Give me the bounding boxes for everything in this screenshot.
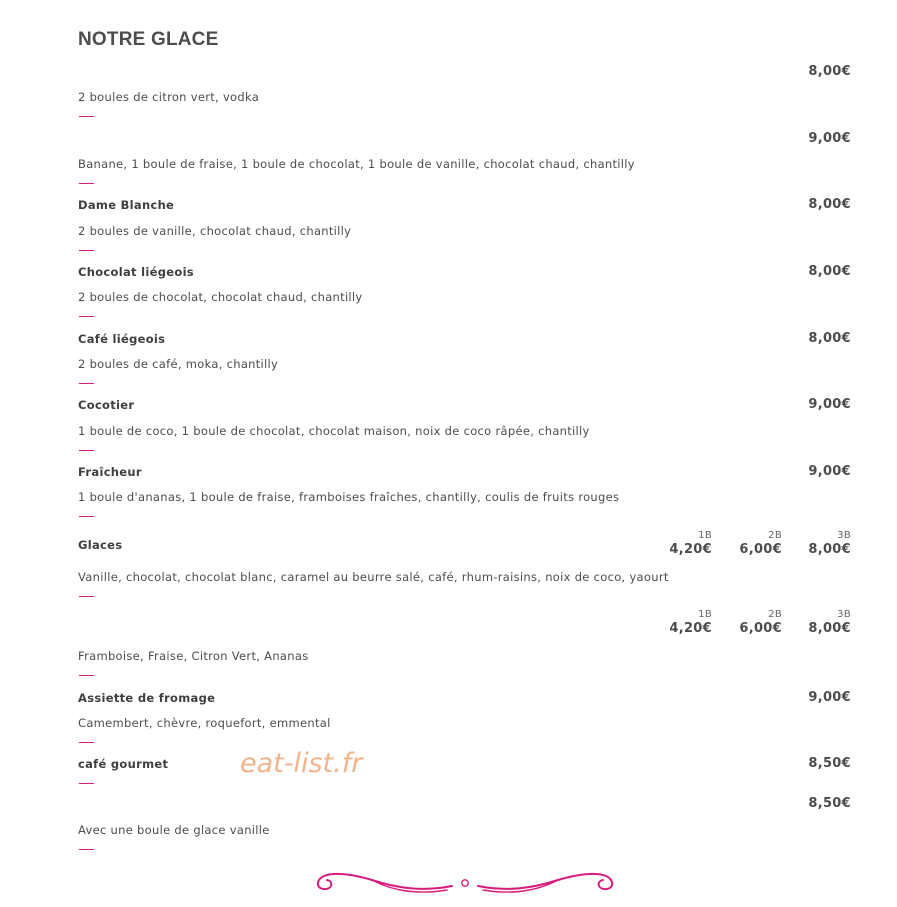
divider-dash [79,383,94,384]
item-price: 9,00€ [808,690,851,705]
item-description: 2 boules de café, moka, chantilly [78,357,279,371]
price-column-3b [791,609,851,636]
watermark-logo: eat-list.fr [240,748,363,779]
price-value: 6,00€ [739,542,782,557]
item-name: Cocotier [78,398,135,412]
price-value: 8,00€ [808,621,851,636]
price-size-label: 3B [837,609,851,620]
item-name: Fraîcheur [78,465,142,479]
divider-dash [79,849,94,850]
divider-dash [79,450,94,451]
item-description: 2 boules de vanille, chocolat chaud, chantilly [78,224,352,238]
price-column-1b [652,530,712,557]
item-description: 1 boule de coco, 1 boule de chocolat, chocolat maison, noix de coco râpée, chantilly [78,424,590,438]
item-name: Glaces [78,538,123,552]
item-price: 9,00€ [808,464,851,479]
item-name: Café liégeois [78,332,166,346]
item-description: Banane, 1 boule de fraise, 1 boule de chocolat, 1 boule de vanille, chocolat chaud, chantilly [78,157,635,171]
divider-dash [79,183,94,184]
price-size-label: 2B [768,530,782,541]
item-name: Assiette de fromage [78,691,216,705]
price-value: 8,00€ [808,542,851,557]
divider-dash [79,596,94,597]
item-description: Framboise, Fraise, Citron Vert, Ananas [78,649,309,663]
price-column-2b [722,530,782,557]
item-name: Chocolat liégeois [78,265,194,279]
item-price: 8,00€ [808,264,851,279]
price-value: 6,00€ [739,621,782,636]
price-size-label: 1B [698,609,712,620]
price-column-3b [791,530,851,557]
item-price: 9,00€ [808,131,851,146]
divider-dash [79,675,94,676]
page-title: NOTRE GLACE [78,29,219,50]
price-value: 4,20€ [669,542,712,557]
item-name: Dame Blanche [78,198,175,212]
divider-dash [79,516,94,517]
price-size-label: 3B [837,530,851,541]
divider-dash [79,783,94,784]
item-description: 2 boules de citron vert, vodka [78,90,260,104]
price-column-2b [722,609,782,636]
divider-dash [79,316,94,317]
price-size-label: 1B [698,530,712,541]
item-description: Avec une boule de glace vanille [78,823,270,837]
item-description: Camembert, chèvre, roquefort, emmental [78,716,331,730]
divider-dash [79,250,94,251]
item-price: 9,00€ [808,397,851,412]
item-description: Vanille, chocolat, chocolat blanc, caramel au beurre salé, café, rhum-raisins, noix de coco, yaourt [78,570,669,584]
price-value: 4,20€ [669,621,712,636]
divider-dash [79,742,94,743]
item-price: 8,00€ [808,64,851,79]
divider-dash [79,116,94,117]
price-size-label: 2B [768,609,782,620]
item-description: 1 boule d'ananas, 1 boule de fraise, framboises fraîches, chantilly, coulis de fruits rouges [78,490,620,504]
item-price: 8,50€ [808,796,851,811]
item-description: 2 boules de chocolat, chocolat chaud, chantilly [78,290,363,304]
item-name: café gourmet [78,757,169,771]
item-price: 8,00€ [808,331,851,346]
item-price: 8,50€ [808,756,851,771]
item-price: 8,00€ [808,197,851,212]
decorative-flourish-icon [312,866,618,900]
price-column-1b [652,609,712,636]
